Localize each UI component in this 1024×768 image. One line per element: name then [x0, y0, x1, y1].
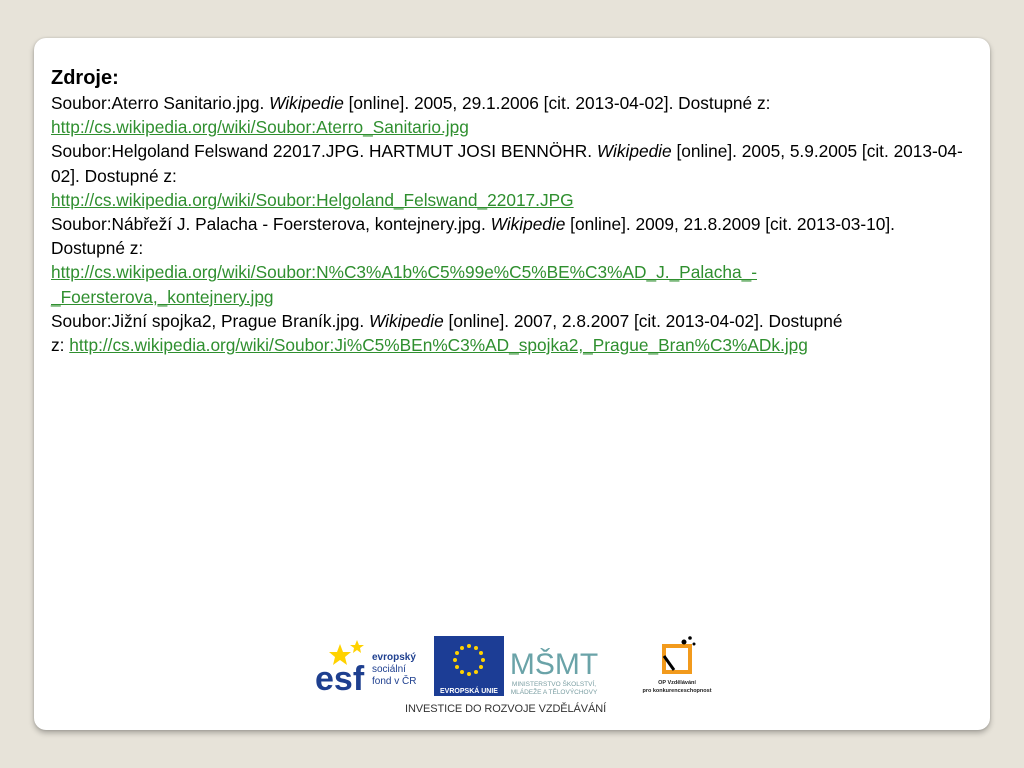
svg-text:OP Vzdělávání: OP Vzdělávání	[658, 680, 696, 686]
reference-item: Soubor:Aterro Sanitario.jpg. Wikipedie [online]. 2005, 29.1.2006 [cit. 2013-04-02]. Dostupné z: http://cs.wikipedia.org/wiki/Soubor:Aterro_Sanitario.jpg	[51, 93, 771, 138]
svg-text:pro konkurenceschopnost: pro konkurenceschopnost	[642, 688, 712, 694]
svg-text:MINISTERSTVO ŠKOLSTVÍ,: MINISTERSTVO ŠKOLSTVÍ,	[511, 681, 597, 688]
svg-text:fond v ČR: fond v ČR	[372, 676, 417, 687]
msmt-logo	[506, 634, 636, 696]
reference-item: Soubor:Helgoland Felswand 22017.JPG. HARTMUT JOSI BENNÖHR. Wikipedie [online]. 2005, 5.9.2005 [cit. 2013-04-02]. Dostupné z: http://cs.wikipedia.org/wiki/Soubor:Helgoland_Felswand_22017.JPG	[51, 141, 963, 210]
sources-content	[51, 65, 971, 357]
reference-item: Soubor:Nábřeží J. Palacha - Foersterova, kontejnery.jpg. Wikipedie [online]. 2009, 21.8.2009 [cit. 2013-03-10]. Dostupné z: http://cs.wikipedia.org/wiki/Soubor:N%C3%A1b%C5%99e%C5%BE%C3%AD_J._Palacha_-_Foersterova,_kontejnery.jpg	[51, 214, 895, 307]
reference-link[interactable]: http://cs.wikipedia.org/wiki/Soubor:Ji%C5%BEn%C3%AD_spojka2,_Prague_Bran%C3%ADk.jpg	[69, 335, 808, 356]
reference-link[interactable]: http://cs.wikipedia.org/wiki/Soubor:Aterro_Sanitario.jpg	[51, 117, 469, 138]
footer-logos	[314, 634, 714, 716]
svg-text:EVROPSKÁ UNIE: EVROPSKÁ UNIE	[440, 688, 498, 695]
svg-text:evropský: evropský	[372, 652, 416, 663]
sources-heading: Zdroje:	[51, 67, 119, 89]
slide	[34, 38, 990, 730]
op-vzdelavani-logo	[634, 634, 724, 696]
reference-link[interactable]: http://cs.wikipedia.org/wiki/Soubor:Helgoland_Felswand_22017.JPG	[51, 189, 574, 210]
op-frame-icon	[664, 636, 696, 672]
svg-text:MLÁDEŽE A TĚLOVÝCHOVY: MLÁDEŽE A TĚLOVÝCHOVY	[510, 689, 598, 696]
esf-mark: esf	[315, 660, 365, 696]
eu-flag-logo	[434, 636, 504, 696]
msmt-mark: MŠMT	[509, 648, 599, 681]
esf-logo	[314, 634, 434, 696]
footer-caption: INVESTICE DO ROZVOJE VZDĚLÁVÁNÍ	[405, 703, 607, 715]
reference-item: Soubor:Jižní spojka2, Prague Braník.jpg. Wikipedie [online]. 2007, 2.8.2007 [cit. 2013-04-02]. Dostupné z: http://cs.wikipedia.org/wiki/Soubor:Ji%C5%BEn%C3%AD_spojka2,_Prague_Bran%C3%ADk.jpg	[51, 310, 843, 356]
reference-link[interactable]: http://cs.wikipedia.org/wiki/Soubor:N%C3%A1b%C5%99e%C5%BE%C3%AD_J._Palacha_-_Foersterova,_kontejnery.jpg	[51, 262, 757, 307]
svg-text:sociální: sociální	[372, 664, 406, 675]
